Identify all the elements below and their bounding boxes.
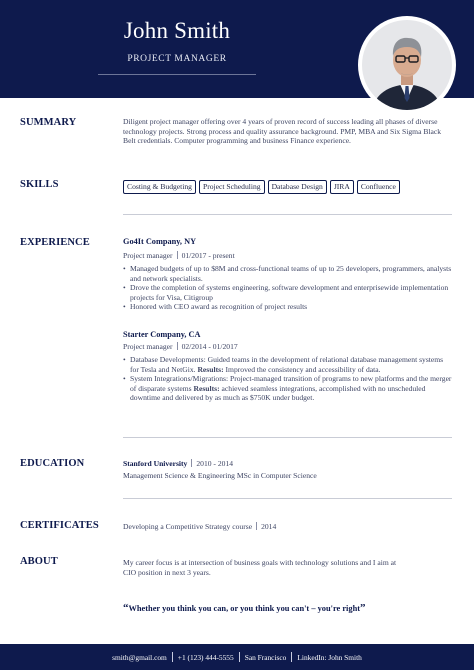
meta-separator bbox=[177, 342, 178, 350]
quote-mark-open: “ bbox=[123, 602, 129, 614]
experience-heading: EXPERIENCE bbox=[20, 237, 90, 248]
portrait-image bbox=[362, 20, 452, 110]
job-company: Starter Company, CA bbox=[123, 330, 201, 339]
profile-photo bbox=[358, 16, 456, 114]
education-heading: EDUCATION bbox=[20, 458, 85, 469]
meta-separator bbox=[191, 459, 192, 467]
phone-text: +1 (123) 444-5555 bbox=[177, 652, 234, 662]
about-heading: ABOUT bbox=[20, 556, 58, 567]
certificates-heading: CERTIFICATES bbox=[20, 520, 99, 531]
job-meta bbox=[123, 251, 235, 260]
meta-separator bbox=[177, 251, 178, 259]
skill-tag: Database Design bbox=[268, 180, 327, 194]
bullet-text: achieved seamless integrations, accomplished with no unscheduled downtime and delivered by as much as $750K under budget. bbox=[130, 383, 426, 402]
list-item: • Managed budgets of up to $8M and cross-functional teams of up to 25 developers, programmers, analysts and network specialists. bbox=[123, 264, 453, 283]
contact-footer bbox=[0, 644, 474, 670]
summary-text: Diligent project manager offering over 4 years of proven record of success leading all phases of diverse technology projects. Strong process and quality assurance background. PMP, MBA and Six Sigma Black Belt credentials. Computer programming and business Finance experience. bbox=[123, 117, 442, 146]
quote bbox=[123, 602, 366, 614]
section-divider bbox=[123, 437, 452, 438]
footer-separator bbox=[172, 652, 173, 662]
job-company: Go4It Company, NY bbox=[123, 237, 197, 246]
title-divider bbox=[98, 74, 256, 75]
skill-tag: Costing & Budgeting bbox=[123, 180, 196, 194]
candidate-role: PROJECT MANAGER bbox=[127, 54, 227, 64]
list-item bbox=[123, 355, 453, 374]
list-item bbox=[123, 374, 453, 403]
certificate-meta bbox=[123, 522, 276, 531]
job-dates: 01/2017 - present bbox=[181, 251, 235, 260]
skills-list bbox=[123, 180, 400, 194]
candidate-name: John Smith bbox=[123, 18, 231, 43]
education-dates: 2010 - 2014 bbox=[196, 459, 234, 468]
skill-tag: Confluence bbox=[357, 180, 400, 194]
summary-heading: SUMMARY bbox=[20, 117, 77, 128]
job-bullets bbox=[123, 355, 453, 403]
footer-separator bbox=[239, 652, 240, 662]
bullet-text: Database Developments: Guided teams in the development of relational database management systems for Tesla and NetGix. bbox=[130, 355, 444, 374]
degree-text: Management Science & Engineering MSc in Computer Science bbox=[123, 471, 317, 480]
job-title: Project manager bbox=[123, 251, 173, 260]
bullet-text: System Integrations/Migrations: Project-managed transition of programs to new platforms and the merger of disparate systems bbox=[130, 374, 452, 393]
section-divider bbox=[123, 498, 452, 499]
certificate-name: Developing a Competitive Strategy course bbox=[123, 522, 253, 531]
job-meta bbox=[123, 342, 238, 351]
about-text: My career focus is at intersection of business goals with technology solutions and I aim at CIO position in next 3 years. bbox=[123, 558, 397, 577]
job-bullets bbox=[123, 264, 453, 312]
bullet-emphasis: Results: bbox=[193, 383, 220, 393]
school-name: Stanford University bbox=[123, 459, 188, 468]
education-meta bbox=[123, 459, 233, 468]
quote-mark-close: ” bbox=[360, 602, 366, 614]
city-text: San Francisco bbox=[244, 652, 287, 662]
skills-heading: SKILLS bbox=[20, 179, 59, 190]
skill-tag: Project Scheduling bbox=[199, 180, 265, 194]
list-item: • Honored with CEO award as recognition of project results bbox=[123, 302, 453, 312]
certificate-year: 2014 bbox=[261, 522, 277, 531]
section-divider bbox=[123, 214, 452, 215]
job-dates: 02/2014 - 01/2017 bbox=[181, 342, 238, 351]
skill-tag: JIRA bbox=[330, 180, 354, 194]
job-title: Project manager bbox=[123, 342, 173, 351]
quote-text: Whether you think you can, or you think you can't – you're right bbox=[128, 604, 361, 613]
email-link[interactable]: smith@gmail.com bbox=[112, 652, 167, 662]
linkedin-link[interactable]: LinkedIn: John Smith bbox=[297, 652, 362, 662]
list-item: • Drove the completion of systems engineering, software development and enterprisewide implementation projects for Visa, Citigroup bbox=[123, 283, 453, 302]
footer-separator bbox=[291, 652, 292, 662]
meta-separator bbox=[256, 522, 257, 530]
bullet-text: Improved the consistency and accessibility of data. bbox=[223, 364, 381, 374]
bullet-emphasis: Results: bbox=[197, 364, 224, 374]
